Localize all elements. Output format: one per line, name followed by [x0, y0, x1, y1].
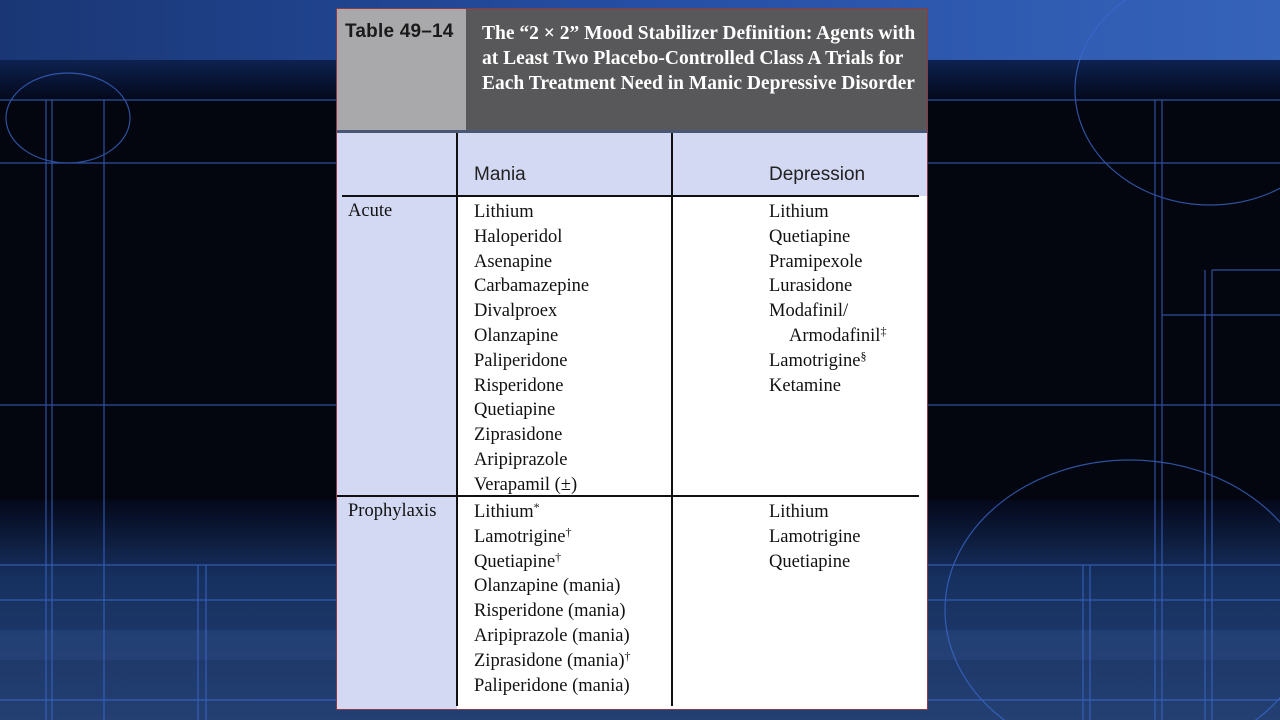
- drug-list-item: [474, 225, 589, 250]
- prophylaxis-depression-list: [769, 500, 860, 574]
- footnote-mark: †: [555, 549, 562, 564]
- drug-name: Quetiapine: [474, 400, 556, 421]
- row-label-acute: Acute: [348, 201, 393, 221]
- drug-list-item: [769, 374, 886, 399]
- drug-list-item: [474, 624, 631, 649]
- drug-name: Risperidone: [474, 375, 564, 396]
- drug-list-item: [474, 374, 589, 399]
- table-number: Table 49–14: [345, 21, 454, 42]
- drug-list-item: [474, 574, 631, 599]
- drug-list-item: [769, 349, 886, 374]
- column-header-depression: Depression: [769, 164, 866, 185]
- drug-name: Olanzapine: [474, 325, 559, 346]
- column-header-mania: Mania: [474, 164, 526, 185]
- drug-name: Quetiapine: [769, 226, 851, 247]
- drug-list-item: [769, 274, 886, 299]
- drug-list-item: [474, 200, 589, 225]
- footnote-mark: †: [565, 524, 572, 539]
- drug-name: Ketamine: [769, 375, 841, 396]
- drug-name: Paliperidone: [474, 350, 568, 371]
- drug-list-item: [474, 550, 631, 575]
- drug-name: Aripiprazole (mania): [474, 625, 630, 646]
- drug-name: Lithium: [769, 202, 829, 222]
- drug-list-item: [474, 599, 631, 624]
- footnote-mark: *: [533, 500, 540, 514]
- rule-row-separator: [337, 495, 919, 497]
- drug-list-item: [769, 200, 886, 225]
- prophylaxis-mania-list: [474, 500, 631, 698]
- drug-name: Ziprasidone: [474, 425, 563, 446]
- drug-list-item: [474, 250, 589, 275]
- drug-list-item: [769, 250, 886, 275]
- drug-list-item: [474, 674, 631, 699]
- drug-name: Divalproex: [474, 301, 558, 322]
- table-title: The “2 × 2” Mood Stabilizer Definition: Agents with at Least Two Placebo-Controlled Class A Trials for Each Treatment Need in Manic Depressive Disorder: [482, 23, 916, 94]
- drug-name: Asenapine: [474, 251, 553, 272]
- drug-list-item: [769, 525, 860, 550]
- drug-name: Armodafinil: [789, 325, 881, 346]
- rule-vertical-left: [456, 133, 458, 706]
- drug-list-item: [474, 649, 631, 674]
- drug-name: Haloperidol: [474, 226, 563, 247]
- footnote-mark: †: [624, 648, 631, 663]
- row-label-prophylaxis: Prophylaxis: [348, 501, 437, 521]
- table-card: [336, 8, 928, 710]
- drug-name: Quetiapine: [474, 551, 556, 572]
- drug-name: Risperidone (mania): [474, 601, 626, 622]
- drug-name: Lithium: [474, 502, 534, 522]
- drug-list-item: [474, 473, 589, 498]
- drug-name: Verapamil (±): [474, 474, 578, 495]
- drug-name: Olanzapine (mania): [474, 576, 621, 597]
- footnote-mark: §: [860, 348, 867, 363]
- table-title-box: [466, 9, 928, 130]
- drug-name: Modafinil/: [769, 301, 849, 322]
- drug-list-item: [474, 274, 589, 299]
- drug-list-item: [769, 225, 886, 250]
- drug-name: Lithium: [769, 502, 829, 522]
- drug-list-item: [474, 398, 589, 423]
- drug-name: Lamotrigine: [474, 526, 566, 547]
- drug-list-item: [474, 349, 589, 374]
- drug-name: Pramipexole: [769, 251, 863, 272]
- drug-name: Quetiapine: [769, 551, 851, 572]
- drug-name: Lamotrigine: [769, 350, 861, 371]
- drug-list-item: [769, 324, 886, 349]
- drug-name: Paliperidone (mania): [474, 675, 630, 696]
- footnote-mark: ‡: [880, 323, 887, 338]
- drug-list-item: [474, 324, 589, 349]
- drug-name: Carbamazepine: [474, 276, 590, 297]
- drug-name: Aripiprazole: [474, 449, 568, 470]
- table-number-box: [337, 9, 466, 130]
- drug-list-item: [474, 448, 589, 473]
- rule-header-bottom: [342, 195, 919, 197]
- acute-depression-list: [769, 200, 886, 398]
- drug-list-item: [769, 500, 860, 525]
- rule-vertical-middle: [671, 133, 673, 706]
- drug-list-item: [474, 525, 631, 550]
- drug-list-item: [474, 500, 631, 525]
- drug-list-item: [769, 550, 860, 575]
- drug-name: Lithium: [474, 202, 534, 222]
- drug-list-item: [769, 299, 886, 324]
- drug-name: Lurasidone: [769, 276, 853, 297]
- drug-name: Lamotrigine: [769, 526, 861, 547]
- drug-list-item: [474, 423, 589, 448]
- acute-mania-list: [474, 200, 589, 498]
- drug-list-item: [474, 299, 589, 324]
- drug-name: Ziprasidone (mania): [474, 650, 625, 671]
